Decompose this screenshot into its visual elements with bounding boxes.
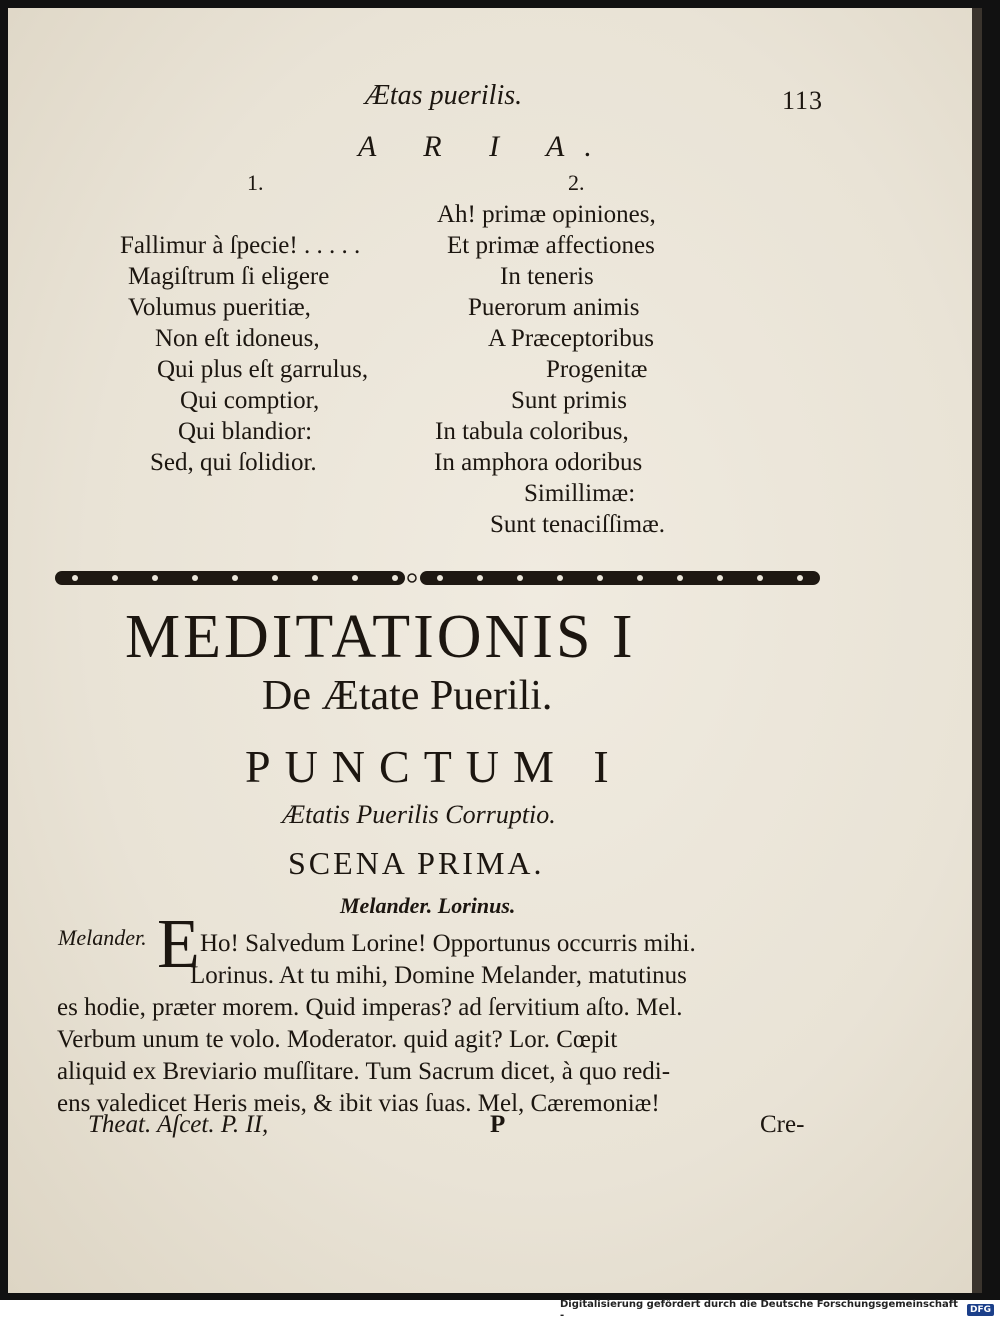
footer-title: Theat. Aſcet. P. II, <box>88 1111 269 1138</box>
verse-line: In tabula coloribus, <box>435 418 629 445</box>
verse-line: In teneris <box>500 263 594 290</box>
text-line: es hodie, præter morem. Quid imperas? ad ſervitium aſto. Mel. <box>57 994 683 1021</box>
verse-line: Et primæ affectiones <box>447 232 655 259</box>
verse-line: In amphora odoribus <box>434 449 643 476</box>
credit-text: Digitalisierung gefördert durch die Deutsche Forschungsgemeinschaft - <box>560 1298 958 1321</box>
verse-line: Sed, qui ſolidior. <box>150 449 317 476</box>
dramatis-personae: Melander. Lorinus. <box>340 893 516 918</box>
stanza-number-2: 2. <box>568 170 585 195</box>
verse-line: Ah! primæ opiniones, <box>437 201 656 228</box>
speaker-name: Melander. <box>58 925 147 950</box>
catchword: Cre- <box>760 1111 805 1138</box>
meditation-title: MEDITATIONIS I <box>125 603 636 671</box>
text-line: Lorinus. At tu mihi, Domine Melander, matutinus <box>190 962 687 989</box>
verse-line: Progenitæ <box>546 356 648 383</box>
verse-line: Non eſt idoneus, <box>155 325 320 352</box>
verse-line: Sunt primis <box>511 387 627 414</box>
verse-line: Volumus pueritiæ, <box>128 294 311 321</box>
page-edge <box>972 8 982 1293</box>
stanza-number-1: 1. <box>247 170 264 195</box>
running-title: Ætas puerilis. <box>365 80 523 111</box>
scene-heading: SCENA PRIMA. <box>288 845 545 881</box>
dfg-logo: DFG <box>967 1304 994 1316</box>
verse-line: Qui blandior: <box>178 418 313 445</box>
meditation-subtitle: De Ætate Puerili. <box>262 673 553 719</box>
punctum-subtitle: Ætatis Puerilis Corruptio. <box>282 800 556 829</box>
signature-mark: P <box>490 1111 506 1138</box>
aria-heading: A R I A. <box>358 130 612 163</box>
verse-line: Sunt tenaciſſimæ. <box>490 511 665 538</box>
page-number: 113 <box>782 86 824 115</box>
drop-cap: E <box>157 906 200 983</box>
verse-line: A Præceptoribus <box>488 325 654 352</box>
funding-credit <box>560 1300 1000 1319</box>
text-line: ens valedicet Heris meis, & ibit vias ſuas. Mel, Cæremoniæ! <box>57 1090 660 1117</box>
verse-line: Fallimur à ſpecie! . . . . . <box>120 232 361 259</box>
ornament-rule <box>55 565 820 591</box>
text-line: Ho! Salvedum Lorine! Opportunus occurris mihi. <box>200 930 696 957</box>
verse-line: Puerorum animis <box>468 294 640 321</box>
text-line: aliquid ex Breviario muſſitare. Tum Sacrum dicet, à quo redi- <box>57 1058 671 1085</box>
punctum-heading: PUNCTUM I <box>245 741 623 792</box>
verse-line: Qui plus eſt garrulus, <box>157 356 369 383</box>
text-line: Verbum unum te volo. Moderator. quid agit? Lor. Cœpit <box>57 1026 618 1053</box>
verse-line: Qui comptior, <box>180 387 320 414</box>
verse-line: Magiſtrum ſi eligere <box>128 263 330 290</box>
verse-line: Simillimæ: <box>524 480 636 507</box>
